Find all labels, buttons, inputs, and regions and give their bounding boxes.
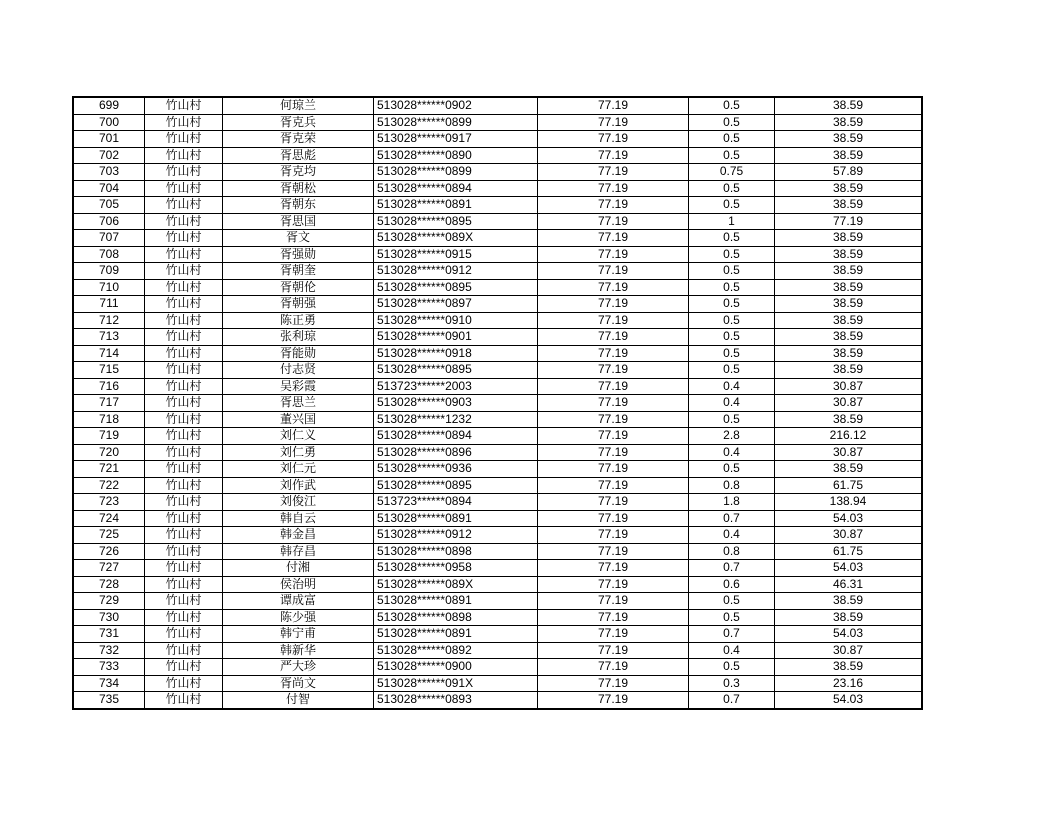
id-number-cell: 513028******0892: [374, 642, 538, 659]
amount-cell: 38.59: [775, 312, 923, 329]
id-number-cell: 513028******0893: [374, 692, 538, 709]
area-cell: 0.5: [689, 279, 775, 296]
id-number-cell: 513028******091X: [374, 675, 538, 692]
unit-price-cell: 77.19: [538, 312, 689, 329]
village-cell: 竹山村: [145, 131, 223, 148]
unit-price-cell: 77.19: [538, 609, 689, 626]
table-row: [73, 395, 922, 412]
id-number-cell: 513028******0890: [374, 147, 538, 164]
area-cell: 0.8: [689, 543, 775, 560]
table-row: [73, 560, 922, 577]
name-cell: 严大珍: [223, 659, 374, 676]
village-cell: 竹山村: [145, 510, 223, 527]
unit-price-cell: 77.19: [538, 411, 689, 428]
row-number-cell: 708: [73, 246, 145, 263]
unit-price-cell: 77.19: [538, 147, 689, 164]
name-cell: 刘作武: [223, 477, 374, 494]
table-row: [73, 477, 922, 494]
row-number-cell: 730: [73, 609, 145, 626]
name-cell: 胥思兰: [223, 395, 374, 412]
village-cell: 竹山村: [145, 494, 223, 511]
row-number-cell: 721: [73, 461, 145, 478]
name-cell: 韩存昌: [223, 543, 374, 560]
area-cell: 0.5: [689, 362, 775, 379]
area-cell: 0.3: [689, 675, 775, 692]
table-row: [73, 411, 922, 428]
name-cell: 胥朝奎: [223, 263, 374, 280]
table-row: [73, 180, 922, 197]
row-number-cell: 711: [73, 296, 145, 313]
row-number-cell: 731: [73, 626, 145, 643]
village-cell: 竹山村: [145, 164, 223, 181]
table-row: [73, 692, 922, 709]
amount-cell: 38.59: [775, 609, 923, 626]
unit-price-cell: 77.19: [538, 560, 689, 577]
village-cell: 竹山村: [145, 609, 223, 626]
id-number-cell: 513028******0898: [374, 609, 538, 626]
unit-price-cell: 77.19: [538, 659, 689, 676]
id-number-cell: 513028******0902: [374, 97, 538, 114]
amount-cell: 61.75: [775, 477, 923, 494]
village-cell: 竹山村: [145, 378, 223, 395]
name-cell: 谭成富: [223, 593, 374, 610]
name-cell: 胥克兵: [223, 114, 374, 131]
table-row: [73, 626, 922, 643]
amount-cell: 77.19: [775, 213, 923, 230]
area-cell: 0.5: [689, 230, 775, 247]
id-number-cell: 513028******0915: [374, 246, 538, 263]
area-cell: 0.5: [689, 461, 775, 478]
amount-cell: 30.87: [775, 642, 923, 659]
table-row: [73, 510, 922, 527]
amount-cell: 38.59: [775, 279, 923, 296]
amount-cell: 38.59: [775, 246, 923, 263]
table-row: [73, 213, 922, 230]
table-row: [73, 97, 922, 114]
name-cell: 胥朝强: [223, 296, 374, 313]
id-number-cell: 513723******2003: [374, 378, 538, 395]
id-number-cell: 513028******0894: [374, 428, 538, 445]
row-number-cell: 734: [73, 675, 145, 692]
unit-price-cell: 77.19: [538, 527, 689, 544]
area-cell: 0.5: [689, 411, 775, 428]
area-cell: 0.4: [689, 444, 775, 461]
row-number-cell: 713: [73, 329, 145, 346]
row-number-cell: 729: [73, 593, 145, 610]
area-cell: 0.75: [689, 164, 775, 181]
amount-cell: 38.59: [775, 114, 923, 131]
unit-price-cell: 77.19: [538, 97, 689, 114]
table-row: [73, 378, 922, 395]
name-cell: 胥朝东: [223, 197, 374, 214]
unit-price-cell: 77.19: [538, 345, 689, 362]
table-row: [73, 263, 922, 280]
row-number-cell: 710: [73, 279, 145, 296]
unit-price-cell: 77.19: [538, 626, 689, 643]
id-number-cell: 513028******089X: [374, 230, 538, 247]
area-cell: 1.8: [689, 494, 775, 511]
area-cell: 0.5: [689, 296, 775, 313]
name-cell: 刘仁义: [223, 428, 374, 445]
area-cell: 0.7: [689, 626, 775, 643]
area-cell: 0.5: [689, 609, 775, 626]
id-number-cell: 513028******0901: [374, 329, 538, 346]
unit-price-cell: 77.19: [538, 692, 689, 709]
village-cell: 竹山村: [145, 180, 223, 197]
unit-price-cell: 77.19: [538, 197, 689, 214]
name-cell: 付志贤: [223, 362, 374, 379]
amount-cell: 38.59: [775, 659, 923, 676]
area-cell: 0.5: [689, 345, 775, 362]
name-cell: 胥克荣: [223, 131, 374, 148]
table-row: [73, 279, 922, 296]
name-cell: 胥能勋: [223, 345, 374, 362]
row-number-cell: 720: [73, 444, 145, 461]
name-cell: 付智: [223, 692, 374, 709]
row-number-cell: 699: [73, 97, 145, 114]
unit-price-cell: 77.19: [538, 131, 689, 148]
unit-price-cell: 77.19: [538, 494, 689, 511]
unit-price-cell: 77.19: [538, 180, 689, 197]
amount-cell: 38.59: [775, 197, 923, 214]
village-cell: 竹山村: [145, 576, 223, 593]
village-cell: 竹山村: [145, 411, 223, 428]
table-row: [73, 296, 922, 313]
village-cell: 竹山村: [145, 114, 223, 131]
amount-cell: 38.59: [775, 230, 923, 247]
area-cell: 2.8: [689, 428, 775, 445]
row-number-cell: 704: [73, 180, 145, 197]
unit-price-cell: 77.19: [538, 395, 689, 412]
village-cell: 竹山村: [145, 263, 223, 280]
name-cell: 刘仁勇: [223, 444, 374, 461]
id-number-cell: 513028******0896: [374, 444, 538, 461]
amount-cell: 30.87: [775, 378, 923, 395]
amount-cell: 30.87: [775, 527, 923, 544]
row-number-cell: 728: [73, 576, 145, 593]
id-number-cell: 513028******0891: [374, 593, 538, 610]
row-number-cell: 709: [73, 263, 145, 280]
area-cell: 0.7: [689, 510, 775, 527]
row-number-cell: 703: [73, 164, 145, 181]
table-row: [73, 609, 922, 626]
village-cell: 竹山村: [145, 246, 223, 263]
name-cell: 胥思国: [223, 213, 374, 230]
id-number-cell: 513028******0891: [374, 510, 538, 527]
unit-price-cell: 77.19: [538, 329, 689, 346]
village-cell: 竹山村: [145, 279, 223, 296]
unit-price-cell: 77.19: [538, 642, 689, 659]
area-cell: 0.4: [689, 395, 775, 412]
village-cell: 竹山村: [145, 147, 223, 164]
amount-cell: 38.59: [775, 131, 923, 148]
village-cell: 竹山村: [145, 675, 223, 692]
village-cell: 竹山村: [145, 329, 223, 346]
unit-price-cell: 77.19: [538, 246, 689, 263]
amount-cell: 30.87: [775, 444, 923, 461]
name-cell: 吴彩霞: [223, 378, 374, 395]
area-cell: 0.5: [689, 97, 775, 114]
village-cell: 竹山村: [145, 659, 223, 676]
table-row: [73, 543, 922, 560]
table-row: [73, 428, 922, 445]
area-cell: 0.5: [689, 312, 775, 329]
id-number-cell: 513028******0894: [374, 180, 538, 197]
id-number-cell: 513028******0895: [374, 477, 538, 494]
table-row: [73, 576, 922, 593]
table-row: [73, 675, 922, 692]
table-row: [73, 642, 922, 659]
area-cell: 0.5: [689, 147, 775, 164]
id-number-cell: 513028******0891: [374, 626, 538, 643]
id-number-cell: 513723******0894: [374, 494, 538, 511]
area-cell: 0.5: [689, 180, 775, 197]
unit-price-cell: 77.19: [538, 675, 689, 692]
table-row: [73, 362, 922, 379]
name-cell: 刘俊江: [223, 494, 374, 511]
id-number-cell: 513028******0910: [374, 312, 538, 329]
unit-price-cell: 77.19: [538, 114, 689, 131]
id-number-cell: 513028******0900: [374, 659, 538, 676]
amount-cell: 57.89: [775, 164, 923, 181]
table-row: [73, 659, 922, 676]
unit-price-cell: 77.19: [538, 477, 689, 494]
area-cell: 0.5: [689, 246, 775, 263]
unit-price-cell: 77.19: [538, 428, 689, 445]
row-number-cell: 725: [73, 527, 145, 544]
amount-cell: 38.59: [775, 180, 923, 197]
amount-cell: 61.75: [775, 543, 923, 560]
unit-price-cell: 77.19: [538, 213, 689, 230]
name-cell: 胥思彪: [223, 147, 374, 164]
row-number-cell: 705: [73, 197, 145, 214]
id-number-cell: 513028******0895: [374, 213, 538, 230]
village-cell: 竹山村: [145, 642, 223, 659]
name-cell: 胥朝松: [223, 180, 374, 197]
amount-cell: 38.59: [775, 345, 923, 362]
area-cell: 0.7: [689, 560, 775, 577]
row-number-cell: 706: [73, 213, 145, 230]
unit-price-cell: 77.19: [538, 279, 689, 296]
village-cell: 竹山村: [145, 444, 223, 461]
amount-cell: 38.59: [775, 296, 923, 313]
table-row: [73, 131, 922, 148]
village-cell: 竹山村: [145, 296, 223, 313]
amount-cell: 46.31: [775, 576, 923, 593]
village-cell: 竹山村: [145, 197, 223, 214]
amount-cell: 38.59: [775, 97, 923, 114]
amount-cell: 38.59: [775, 147, 923, 164]
area-cell: 0.4: [689, 642, 775, 659]
name-cell: 胥克均: [223, 164, 374, 181]
unit-price-cell: 77.19: [538, 461, 689, 478]
name-cell: 胥尚文: [223, 675, 374, 692]
area-cell: 0.5: [689, 263, 775, 280]
area-cell: 0.5: [689, 329, 775, 346]
name-cell: 韩自云: [223, 510, 374, 527]
table-row: [73, 164, 922, 181]
id-number-cell: 513028******0899: [374, 164, 538, 181]
village-cell: 竹山村: [145, 395, 223, 412]
area-cell: 1: [689, 213, 775, 230]
row-number-cell: 700: [73, 114, 145, 131]
id-number-cell: 513028******0899: [374, 114, 538, 131]
table-row: [73, 345, 922, 362]
id-number-cell: 513028******0918: [374, 345, 538, 362]
name-cell: 刘仁元: [223, 461, 374, 478]
name-cell: 胥强勋: [223, 246, 374, 263]
village-cell: 竹山村: [145, 97, 223, 114]
amount-cell: 38.59: [775, 461, 923, 478]
row-number-cell: 707: [73, 230, 145, 247]
table-body: [73, 97, 922, 709]
area-cell: 0.5: [689, 114, 775, 131]
row-number-cell: 712: [73, 312, 145, 329]
row-number-cell: 723: [73, 494, 145, 511]
village-cell: 竹山村: [145, 560, 223, 577]
row-number-cell: 735: [73, 692, 145, 709]
unit-price-cell: 77.19: [538, 510, 689, 527]
id-number-cell: 513028******089X: [374, 576, 538, 593]
area-cell: 0.7: [689, 692, 775, 709]
table-row: [73, 461, 922, 478]
village-cell: 竹山村: [145, 461, 223, 478]
name-cell: 董兴国: [223, 411, 374, 428]
village-cell: 竹山村: [145, 477, 223, 494]
row-number-cell: 726: [73, 543, 145, 560]
village-cell: 竹山村: [145, 345, 223, 362]
village-cell: 竹山村: [145, 593, 223, 610]
area-cell: 0.5: [689, 131, 775, 148]
name-cell: 何琼兰: [223, 97, 374, 114]
table-row: [73, 329, 922, 346]
name-cell: 韩金昌: [223, 527, 374, 544]
unit-price-cell: 77.19: [538, 263, 689, 280]
unit-price-cell: 77.19: [538, 543, 689, 560]
unit-price-cell: 77.19: [538, 444, 689, 461]
village-cell: 竹山村: [145, 362, 223, 379]
row-number-cell: 732: [73, 642, 145, 659]
village-cell: 竹山村: [145, 230, 223, 247]
table-row: [73, 494, 922, 511]
village-cell: 竹山村: [145, 692, 223, 709]
amount-cell: 38.59: [775, 411, 923, 428]
area-cell: 0.4: [689, 527, 775, 544]
table-row: [73, 147, 922, 164]
amount-cell: 54.03: [775, 626, 923, 643]
amount-cell: 30.87: [775, 395, 923, 412]
row-number-cell: 727: [73, 560, 145, 577]
area-cell: 0.5: [689, 593, 775, 610]
row-number-cell: 719: [73, 428, 145, 445]
row-number-cell: 714: [73, 345, 145, 362]
amount-cell: 23.16: [775, 675, 923, 692]
amount-cell: 216.12: [775, 428, 923, 445]
amount-cell: 38.59: [775, 263, 923, 280]
village-cell: 竹山村: [145, 626, 223, 643]
id-number-cell: 513028******0912: [374, 263, 538, 280]
amount-cell: 54.03: [775, 560, 923, 577]
row-number-cell: 724: [73, 510, 145, 527]
name-cell: 侯治明: [223, 576, 374, 593]
table-row: [73, 593, 922, 610]
village-cell: 竹山村: [145, 312, 223, 329]
village-cell: 竹山村: [145, 527, 223, 544]
row-number-cell: 715: [73, 362, 145, 379]
row-number-cell: 701: [73, 131, 145, 148]
village-cell: 竹山村: [145, 543, 223, 560]
row-number-cell: 733: [73, 659, 145, 676]
row-number-cell: 718: [73, 411, 145, 428]
id-number-cell: 513028******0903: [374, 395, 538, 412]
id-number-cell: 513028******0958: [374, 560, 538, 577]
row-number-cell: 716: [73, 378, 145, 395]
name-cell: 韩新华: [223, 642, 374, 659]
id-number-cell: 513028******0891: [374, 197, 538, 214]
name-cell: 陈少强: [223, 609, 374, 626]
id-number-cell: 513028******1232: [374, 411, 538, 428]
unit-price-cell: 77.19: [538, 362, 689, 379]
name-cell: 陈正勇: [223, 312, 374, 329]
unit-price-cell: 77.19: [538, 230, 689, 247]
table-row: [73, 444, 922, 461]
amount-cell: 54.03: [775, 692, 923, 709]
name-cell: 韩宁甫: [223, 626, 374, 643]
area-cell: 0.5: [689, 197, 775, 214]
id-number-cell: 513028******0917: [374, 131, 538, 148]
data-table: [72, 96, 923, 710]
amount-cell: 54.03: [775, 510, 923, 527]
id-number-cell: 513028******0912: [374, 527, 538, 544]
unit-price-cell: 77.19: [538, 164, 689, 181]
village-cell: 竹山村: [145, 428, 223, 445]
village-cell: 竹山村: [145, 213, 223, 230]
amount-cell: 138.94: [775, 494, 923, 511]
table-row: [73, 527, 922, 544]
table-row: [73, 197, 922, 214]
amount-cell: 38.59: [775, 362, 923, 379]
id-number-cell: 513028******0895: [374, 279, 538, 296]
amount-cell: 38.59: [775, 329, 923, 346]
table-row: [73, 114, 922, 131]
unit-price-cell: 77.19: [538, 378, 689, 395]
unit-price-cell: 77.19: [538, 593, 689, 610]
amount-cell: 38.59: [775, 593, 923, 610]
table-row: [73, 312, 922, 329]
area-cell: 0.6: [689, 576, 775, 593]
id-number-cell: 513028******0898: [374, 543, 538, 560]
name-cell: 胥文: [223, 230, 374, 247]
area-cell: 0.4: [689, 378, 775, 395]
table-row: [73, 246, 922, 263]
name-cell: 胥朝伦: [223, 279, 374, 296]
unit-price-cell: 77.19: [538, 576, 689, 593]
table-row: [73, 230, 922, 247]
row-number-cell: 722: [73, 477, 145, 494]
id-number-cell: 513028******0897: [374, 296, 538, 313]
area-cell: 0.8: [689, 477, 775, 494]
name-cell: 张利琼: [223, 329, 374, 346]
row-number-cell: 702: [73, 147, 145, 164]
area-cell: 0.5: [689, 659, 775, 676]
name-cell: 付湘: [223, 560, 374, 577]
id-number-cell: 513028******0936: [374, 461, 538, 478]
row-number-cell: 717: [73, 395, 145, 412]
unit-price-cell: 77.19: [538, 296, 689, 313]
id-number-cell: 513028******0895: [374, 362, 538, 379]
